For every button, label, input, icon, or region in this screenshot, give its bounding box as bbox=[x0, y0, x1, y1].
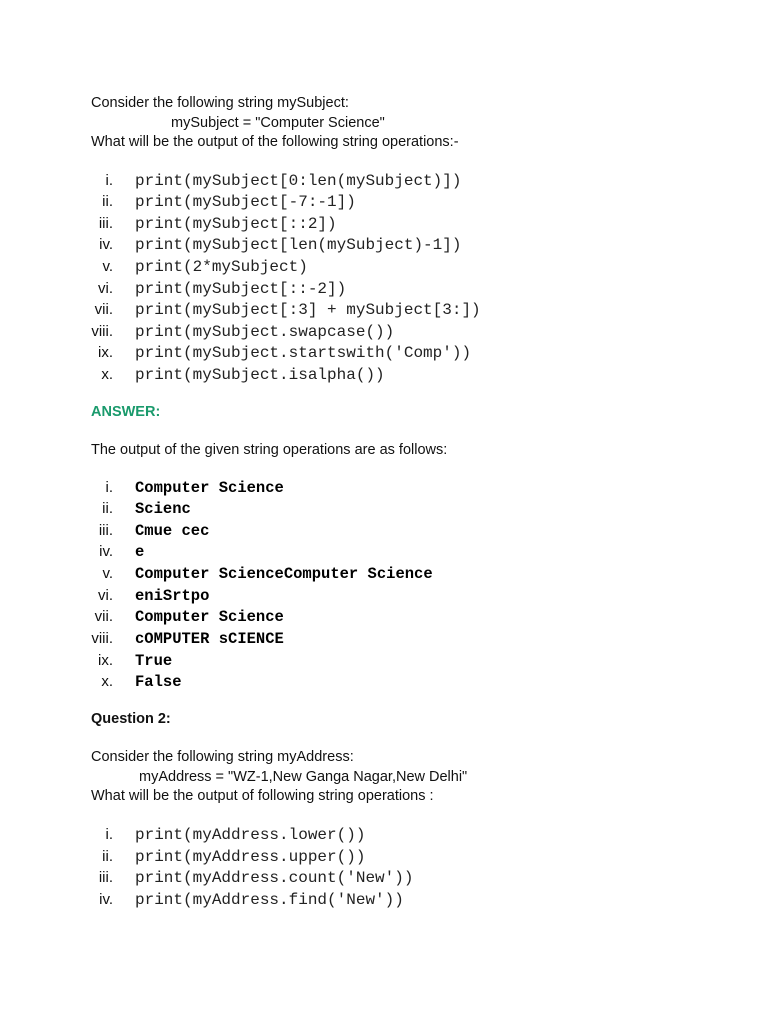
list-item bbox=[0, 191, 768, 213]
q2-heading: Question 2: bbox=[91, 711, 171, 727]
code-line: print(mySubject[0:len(mySubject)]) bbox=[135, 172, 462, 190]
list-item bbox=[0, 846, 768, 868]
item-number: x. bbox=[101, 673, 113, 690]
answer-output: True bbox=[135, 652, 173, 670]
list-item bbox=[0, 170, 768, 192]
item-number: viii. bbox=[91, 323, 113, 340]
item-number: ii. bbox=[102, 500, 113, 517]
list-item bbox=[0, 563, 768, 585]
code-line: print(myAddress.upper()) bbox=[135, 848, 366, 866]
code-line: print(myAddress.count('New')) bbox=[135, 869, 414, 887]
item-number: iii. bbox=[98, 522, 113, 539]
answer-output: cOMPUTER sCIENCE bbox=[135, 630, 284, 648]
answer-output: Computer Science bbox=[135, 608, 284, 626]
answer-output: False bbox=[135, 673, 182, 691]
answer-output: Computer Science bbox=[135, 479, 284, 497]
list-item bbox=[0, 477, 768, 499]
list-item bbox=[0, 606, 768, 628]
answer-heading: ANSWER: bbox=[91, 404, 161, 420]
code-line: print(mySubject[::-2]) bbox=[135, 280, 347, 298]
item-number: vii. bbox=[94, 301, 113, 318]
q1-intro: Consider the following string mySubject: bbox=[91, 95, 349, 111]
list-item bbox=[0, 628, 768, 650]
list-item bbox=[0, 213, 768, 235]
list-item bbox=[0, 256, 768, 278]
item-number: iv. bbox=[99, 891, 113, 908]
list-item bbox=[0, 321, 768, 343]
list-item bbox=[0, 278, 768, 300]
list-item bbox=[0, 364, 768, 386]
list-item bbox=[0, 889, 768, 911]
code-line: print(mySubject[:3] + mySubject[3:]) bbox=[135, 301, 481, 319]
item-number: i. bbox=[105, 172, 113, 189]
item-number: iii. bbox=[98, 869, 113, 886]
list-item bbox=[0, 671, 768, 693]
answer-output: Computer ScienceComputer Science bbox=[135, 565, 433, 583]
q2-intro: Consider the following string myAddress: bbox=[91, 749, 354, 765]
item-number: x. bbox=[101, 366, 113, 383]
list-item bbox=[0, 234, 768, 256]
answer-output: Cmue cec bbox=[135, 522, 210, 540]
item-number: i. bbox=[105, 826, 113, 843]
item-number: i. bbox=[105, 479, 113, 496]
item-number: vi. bbox=[98, 280, 113, 297]
list-item bbox=[0, 541, 768, 563]
code-line: print(myAddress.lower()) bbox=[135, 826, 366, 844]
list-item bbox=[0, 520, 768, 542]
answer-intro: The output of the given string operations are as follows: bbox=[91, 442, 448, 458]
code-line: print(mySubject.isalpha()) bbox=[135, 366, 385, 384]
list-item bbox=[0, 342, 768, 364]
item-number: ix. bbox=[98, 344, 113, 361]
code-line: print(mySubject[len(mySubject)-1]) bbox=[135, 236, 462, 254]
code-line: print(mySubject[::2]) bbox=[135, 215, 337, 233]
item-number: ix. bbox=[98, 652, 113, 669]
code-line: print(mySubject.startswith('Comp')) bbox=[135, 344, 472, 362]
item-number: v. bbox=[102, 258, 113, 275]
item-number: v. bbox=[102, 565, 113, 582]
answer-output: eniSrtpo bbox=[135, 587, 210, 605]
item-number: vi. bbox=[98, 587, 113, 604]
list-item bbox=[0, 650, 768, 672]
code-line: print(mySubject.swapcase()) bbox=[135, 323, 395, 341]
item-number: viii. bbox=[91, 630, 113, 647]
q2-assignment: myAddress = "WZ-1,New Ganga Nagar,New Delhi" bbox=[139, 769, 468, 785]
q2-prompt: What will be the output of following string operations : bbox=[91, 788, 434, 804]
answer-output: Scienc bbox=[135, 500, 191, 518]
item-number: ii. bbox=[102, 193, 113, 210]
answer-output: e bbox=[135, 543, 145, 561]
list-item bbox=[0, 299, 768, 321]
list-item bbox=[0, 498, 768, 520]
code-line: print(2*mySubject) bbox=[135, 258, 308, 276]
code-line: print(mySubject[-7:-1]) bbox=[135, 193, 356, 211]
item-number: iii. bbox=[98, 215, 113, 232]
item-number: ii. bbox=[102, 848, 113, 865]
item-number: vii. bbox=[94, 608, 113, 625]
list-item bbox=[0, 824, 768, 846]
q1-assignment: mySubject = "Computer Science" bbox=[171, 115, 385, 131]
q1-prompt: What will be the output of the following string operations:- bbox=[91, 134, 459, 150]
list-item bbox=[0, 867, 768, 889]
code-line: print(myAddress.find('New')) bbox=[135, 891, 404, 909]
list-item bbox=[0, 585, 768, 607]
item-number: iv. bbox=[99, 543, 113, 560]
item-number: iv. bbox=[99, 236, 113, 253]
